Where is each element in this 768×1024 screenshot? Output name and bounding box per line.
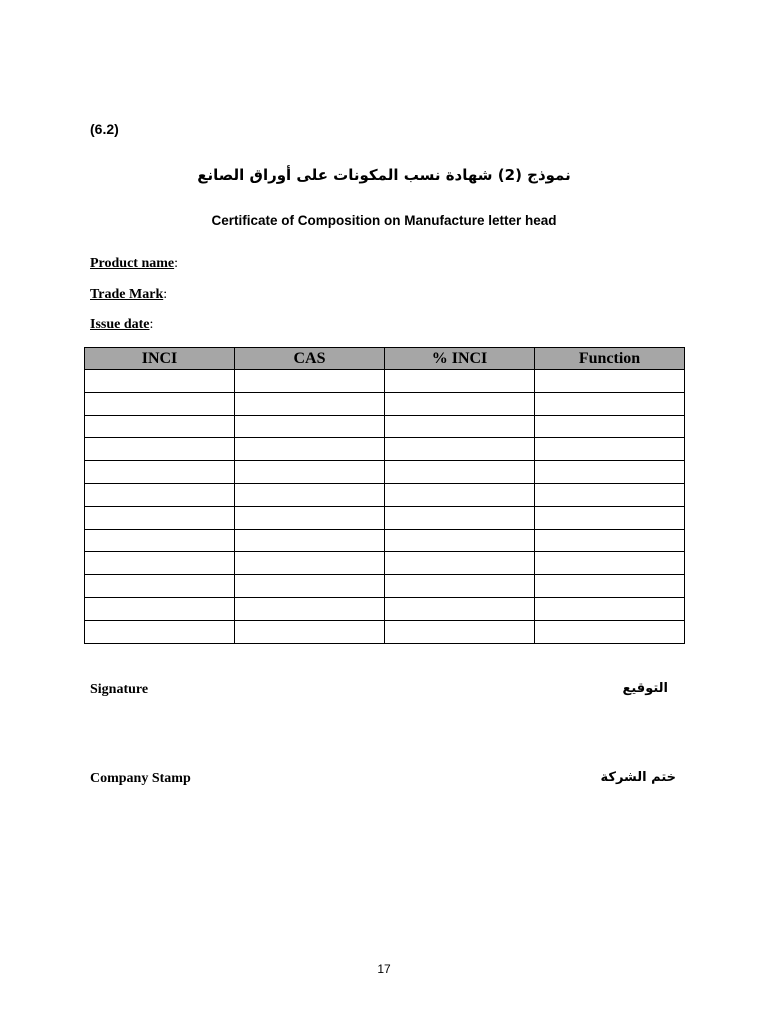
composition-table: [84, 347, 685, 644]
table-cell: [385, 529, 535, 552]
issue-date-colon: :: [149, 317, 154, 332]
table-row: [85, 392, 685, 415]
table-cell: [235, 415, 385, 438]
table-cell: [85, 597, 235, 620]
table-cell: [535, 415, 685, 438]
table-row: [85, 575, 685, 598]
issue-date-field: [90, 317, 153, 333]
table-cell: [85, 392, 235, 415]
table-row: [85, 620, 685, 643]
table-row: [85, 438, 685, 461]
table-cell: [385, 552, 535, 575]
table-cell: [535, 438, 685, 461]
table-cell: [385, 597, 535, 620]
table-cell: [85, 483, 235, 506]
table-header-row: [85, 348, 685, 370]
table-cell: [535, 529, 685, 552]
form-title-english: Certificate of Composition on Manufacture letter head: [211, 213, 557, 228]
table-cell: [535, 597, 685, 620]
table-cell: [235, 370, 385, 393]
table-cell: [535, 620, 685, 643]
table-cell: [235, 529, 385, 552]
table-cell: [235, 597, 385, 620]
table-cell: [385, 438, 535, 461]
form-title-arabic: نموذج (2) شهادة نسب المكونات على أوراق الصانع: [197, 166, 571, 184]
table-cell: [235, 575, 385, 598]
table-cell: [235, 438, 385, 461]
table-row: [85, 552, 685, 575]
table-cell: [385, 506, 535, 529]
signature-label-arabic: التوقيع: [622, 681, 668, 696]
table-cell: [385, 483, 535, 506]
header-percent-inci: % INCI: [385, 348, 535, 370]
table-cell: [535, 392, 685, 415]
table-row: [85, 461, 685, 484]
table-cell: [385, 575, 535, 598]
header-function: Function: [535, 348, 685, 370]
table-cell: [235, 552, 385, 575]
table-cell: [85, 529, 235, 552]
table-cell: [85, 575, 235, 598]
table-cell: [85, 620, 235, 643]
table-row: [85, 597, 685, 620]
table-body: [85, 370, 685, 644]
trade-mark-field: [90, 287, 167, 303]
table-cell: [85, 415, 235, 438]
table-cell: [385, 461, 535, 484]
table-row: [85, 483, 685, 506]
table-row: [85, 415, 685, 438]
table-row: [85, 529, 685, 552]
table-cell: [535, 461, 685, 484]
table-cell: [535, 506, 685, 529]
table-cell: [385, 370, 535, 393]
table-cell: [235, 461, 385, 484]
table-cell: [235, 392, 385, 415]
table-cell: [85, 552, 235, 575]
table-cell: [85, 438, 235, 461]
table-cell: [535, 483, 685, 506]
table-cell: [385, 392, 535, 415]
table-cell: [535, 552, 685, 575]
table-cell: [85, 461, 235, 484]
product-name-label: Product name: [90, 256, 175, 271]
product-name-field: [90, 256, 178, 272]
trade-mark-label: Trade Mark: [90, 287, 164, 302]
table-cell: [535, 575, 685, 598]
table-cell: [85, 506, 235, 529]
table-cell: [85, 370, 235, 393]
company-stamp-label: Company Stamp: [90, 771, 191, 786]
table-row: [85, 506, 685, 529]
table-cell: [235, 506, 385, 529]
table-cell: [535, 370, 685, 393]
trade-mark-colon: :: [163, 287, 168, 302]
table-row: [85, 370, 685, 393]
header-inci: INCI: [85, 348, 235, 370]
table-cell: [385, 620, 535, 643]
product-name-colon: :: [174, 256, 179, 271]
table-cell: [235, 620, 385, 643]
section-number: (6.2): [90, 121, 119, 137]
header-cas: CAS: [235, 348, 385, 370]
table-cell: [385, 415, 535, 438]
company-stamp-label-arabic: ختم الشركة: [600, 770, 676, 785]
issue-date-label: Issue date: [90, 317, 150, 332]
page-number: 17: [377, 962, 391, 976]
signature-label: Signature: [90, 682, 149, 697]
table-cell: [235, 483, 385, 506]
